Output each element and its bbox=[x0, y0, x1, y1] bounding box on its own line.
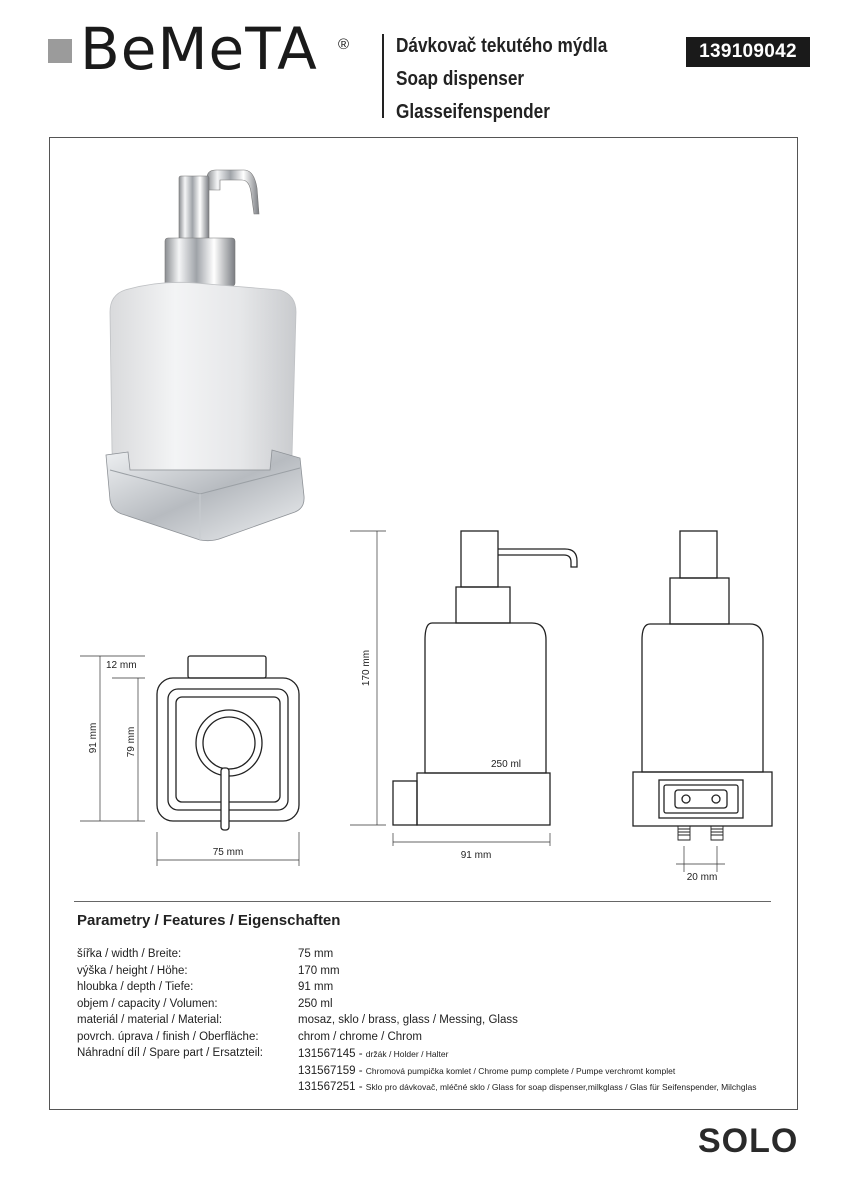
dim-12mm: 12 mm bbox=[106, 660, 137, 671]
title-english: Soap dispenser bbox=[396, 68, 525, 90]
side-view-drawing bbox=[393, 531, 577, 825]
spec-label: materiál / material / Material: bbox=[77, 1014, 223, 1026]
brand-logo: BeMeTA bbox=[80, 15, 318, 83]
spec-value: 91 mm bbox=[298, 981, 334, 993]
dim-91mm-depth: 91 mm bbox=[88, 722, 99, 754]
spec-value: 250 ml bbox=[298, 997, 333, 1010]
spare-part-item bbox=[298, 1063, 757, 1080]
spare-parts-list bbox=[298, 1046, 757, 1096]
top-view-dimensions bbox=[80, 656, 299, 866]
spare-part-code: 131567251 - bbox=[298, 1081, 366, 1093]
spare-part-item bbox=[298, 1046, 757, 1063]
series-name: SOLO bbox=[698, 1122, 799, 1160]
dim-20mm: 20 mm bbox=[686, 872, 718, 883]
spare-part-item bbox=[298, 1079, 757, 1096]
spec-value: chrom / chrome / Chrom bbox=[298, 1030, 422, 1043]
side-view-dimensions bbox=[350, 531, 550, 846]
spec-label: povrch. úprava / finish / Oberfläche: bbox=[77, 1030, 259, 1043]
spec-label: hloubka / depth / Tiefe: bbox=[77, 981, 194, 993]
top-view-drawing bbox=[157, 656, 299, 830]
rear-view-dimensions bbox=[676, 846, 725, 872]
title-german: Glasseifenspender bbox=[396, 101, 550, 123]
section-divider bbox=[74, 901, 771, 902]
spec-label: šířka / width / Breite: bbox=[77, 948, 182, 960]
spec-label: výška / height / Höhe: bbox=[77, 964, 188, 977]
capacity-mark-250ml: 250 ml bbox=[491, 759, 522, 770]
dim-170mm: 170 mm bbox=[361, 649, 372, 687]
spec-value: mosaz, sklo / brass, glass / Messing, Glass bbox=[298, 1014, 518, 1026]
title-czech: Dávkovač tekutého mýdla bbox=[396, 35, 608, 57]
spec-value: 75 mm bbox=[298, 948, 334, 960]
spare-part-code: 131567159 - bbox=[298, 1064, 366, 1077]
spec-label: objem / capacity / Volumen: bbox=[77, 997, 218, 1010]
spec-label: Náhradní díl / Spare part / Ersatzteil: bbox=[77, 1047, 264, 1059]
dim-79mm: 79 mm bbox=[126, 726, 137, 758]
spec-table bbox=[77, 946, 518, 1062]
dim-75mm: 75 mm bbox=[212, 847, 244, 858]
rear-view-drawing bbox=[633, 531, 772, 840]
spare-part-code: 131567145 - bbox=[298, 1048, 366, 1060]
spare-part-desc: držák / Holder / Halter bbox=[365, 1049, 449, 1059]
spare-part-desc: Sklo pro dávkovač, mléčné sklo / Glass for soap dispenser,milkglass / Glas für Seifenspender, Milchglas bbox=[365, 1082, 757, 1092]
spec-row-width bbox=[77, 946, 518, 963]
spec-row-depth bbox=[77, 979, 518, 996]
features-heading: Parametry / Features / Eigenschaften bbox=[77, 912, 341, 929]
spec-row-capacity bbox=[77, 996, 518, 1013]
product-photo bbox=[106, 170, 304, 541]
dim-91mm-width: 91 mm bbox=[460, 850, 492, 861]
registered-mark: ® bbox=[338, 36, 350, 53]
spec-value: 170 mm bbox=[298, 964, 340, 977]
spec-row-finish bbox=[77, 1029, 518, 1046]
spare-part-desc: Chromová pumpička komlet / Chrome pump complete / Pumpe verchromt komplet bbox=[365, 1065, 676, 1076]
product-code-badge: 139109042 bbox=[686, 37, 810, 67]
spec-row-height bbox=[77, 963, 518, 980]
spec-row-material bbox=[77, 1012, 518, 1029]
